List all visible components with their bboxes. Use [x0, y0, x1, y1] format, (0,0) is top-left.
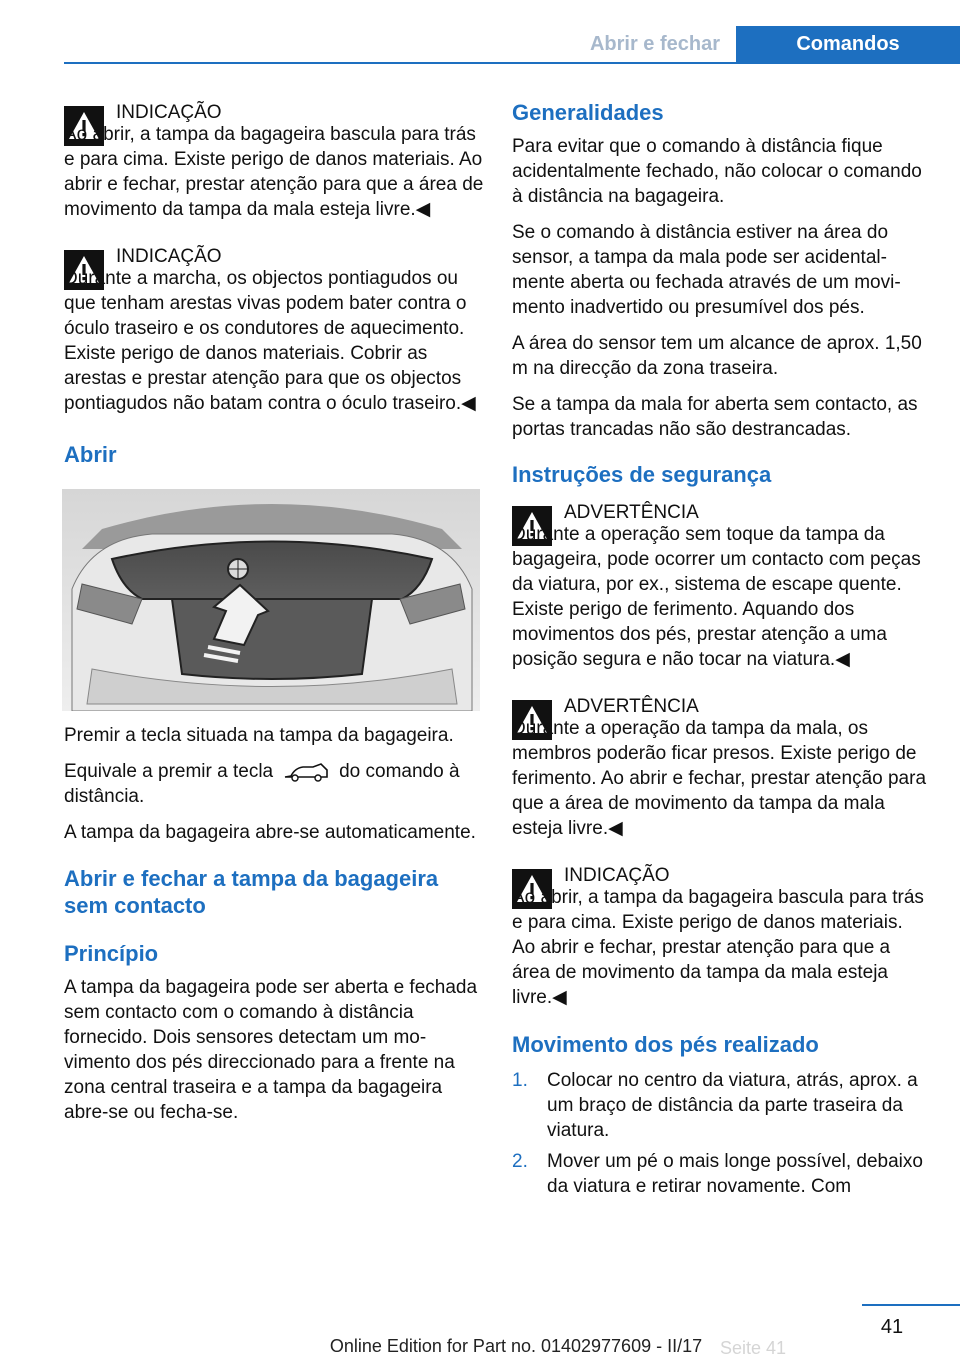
note-title: INDICAÇÃO	[564, 865, 670, 886]
para-generalidades-2: Se o comando à distância estiver na área do sensor, a tampa da mala pode ser acidentalmente aberta ou fechada através de um movimento inadvertido ou presumível dos pés.	[512, 222, 901, 318]
steps-list	[512, 1068, 930, 1199]
header-chapter-tab: Comandos	[736, 26, 960, 62]
note-text: Ao abrir, a tampa da bagageira bascula para trás e para cima. Existe perigo de danos materiais. Ao abrir e fechar, prestar atenção para que a área de movimento da tampa da mala esteja livre.◀	[64, 124, 484, 220]
heading-movimento: Movimento dos pés realizado	[512, 1032, 819, 1057]
page-header	[0, 0, 960, 62]
warning-title: ADVERTÊNCIA	[564, 502, 699, 523]
page-number: 41	[880, 1316, 904, 1338]
warning-advertencia-1	[512, 500, 930, 672]
right-column	[512, 100, 930, 1205]
note-title: INDICAÇÃO	[116, 246, 222, 267]
heading-principio: Princípio	[64, 941, 159, 966]
para-equivale	[64, 759, 484, 809]
note-text: Durante a marcha, os objectos pontiagudos ou que tenham arestas vivas podem bater contra o óculo traseiro e os condutores de aquecimento. Existe perigo de danos materiais. Cobrir as arestas e prestar atenção para que os objectos pontiagudos não batam contra o óculo traseiro.◀	[64, 268, 476, 414]
step-number: 1.	[512, 1070, 528, 1091]
note-indicacao-1	[64, 100, 484, 222]
para-equivale-end: do comando à distância.	[64, 761, 460, 807]
para-generalidades-3: A área do sensor tem um alcance de aprox. 1,50 m na direcção da zona traseira.	[512, 333, 922, 379]
para-generalidades-4: Se a tampa da mala for aberta sem contacto, as portas trancadas não são destrancadas.	[512, 394, 918, 440]
note-title: INDICAÇÃO	[116, 102, 222, 123]
footer-rule	[862, 1304, 960, 1306]
tailgate-illustration	[62, 489, 480, 711]
para-automatica: A tampa da bagageira abre-se automaticamente.	[64, 822, 476, 843]
warning-text: Durante a operação sem toque da tampa da bagageira, pode ocorrer um contacto com peças da viatura, por ex., sistema de escape quente. Existe perigo de ferimento. Aquando dos movimentos dos pés, prestar atenção a uma posição segura e não tocar na viatura.◀	[512, 524, 921, 670]
note-indicacao-3	[512, 863, 930, 1010]
para-principio: A tampa da bagageira pode ser aberta e fechada sem contacto com o comando à distância fornecido. Dois sensores detectam um movimento dos pés direccionado para a frente na zona central traseira e a tampa da bagageira abre-se ou fecha-se.	[64, 977, 478, 1123]
step-text: Colocar no centro da viatura, atrás, aprox. a um braço de distância da parte traseira da viatura.	[547, 1070, 918, 1141]
warning-advertencia-2	[512, 694, 930, 841]
para-premir: Premir a tecla situada na tampa da bagageira.	[64, 725, 454, 746]
header-section-tab: Abrir e fechar	[589, 32, 721, 55]
note-indicacao-2	[64, 244, 484, 416]
list-item	[512, 1068, 930, 1143]
heading-abrir: Abrir	[64, 442, 117, 467]
list-item	[512, 1149, 930, 1199]
car-tailgate-icon	[283, 762, 329, 782]
warning-title: ADVERTÊNCIA	[564, 696, 699, 717]
watermark: Seite 41	[720, 1338, 787, 1358]
para-generalidades-1: Para evitar que o comando à distância fique acidentalmente fechado, não colocar o comando à distância na bagageira.	[512, 136, 922, 207]
edition-text: Online Edition for Part no. 01402977609 - II/17	[329, 1336, 703, 1356]
para-equivale-start: Equivale a premir a tecla	[64, 761, 274, 782]
step-number: 2.	[512, 1151, 528, 1172]
heading-sem-contacto: Abrir e fechar a tampa da bagageira sem contacto	[64, 866, 439, 918]
left-column	[64, 100, 484, 1136]
header-rule	[64, 62, 960, 64]
heading-seguranca: Instruções de segurança	[512, 462, 772, 487]
step-text: Mover um pé o mais longe possível, debaixo da viatura e retirar novamente. Com	[547, 1151, 923, 1197]
note-text: Ao abrir, a tampa da bagageira bascula para trás e para cima. Existe perigo de danos materiais. Ao abrir e fechar, prestar atenção para que a área de movimento da tampa da mala esteja livre.◀	[512, 887, 924, 1008]
warning-text: Durante a operação da tampa da mala, os membros poderão ficar presos. Existe perigo de ferimento. Ao abrir e fechar, prestar atenção para que a área de movimento da tampa da mala esteja livre.◀	[512, 718, 927, 839]
heading-generalidades: Generalidades	[512, 100, 664, 125]
